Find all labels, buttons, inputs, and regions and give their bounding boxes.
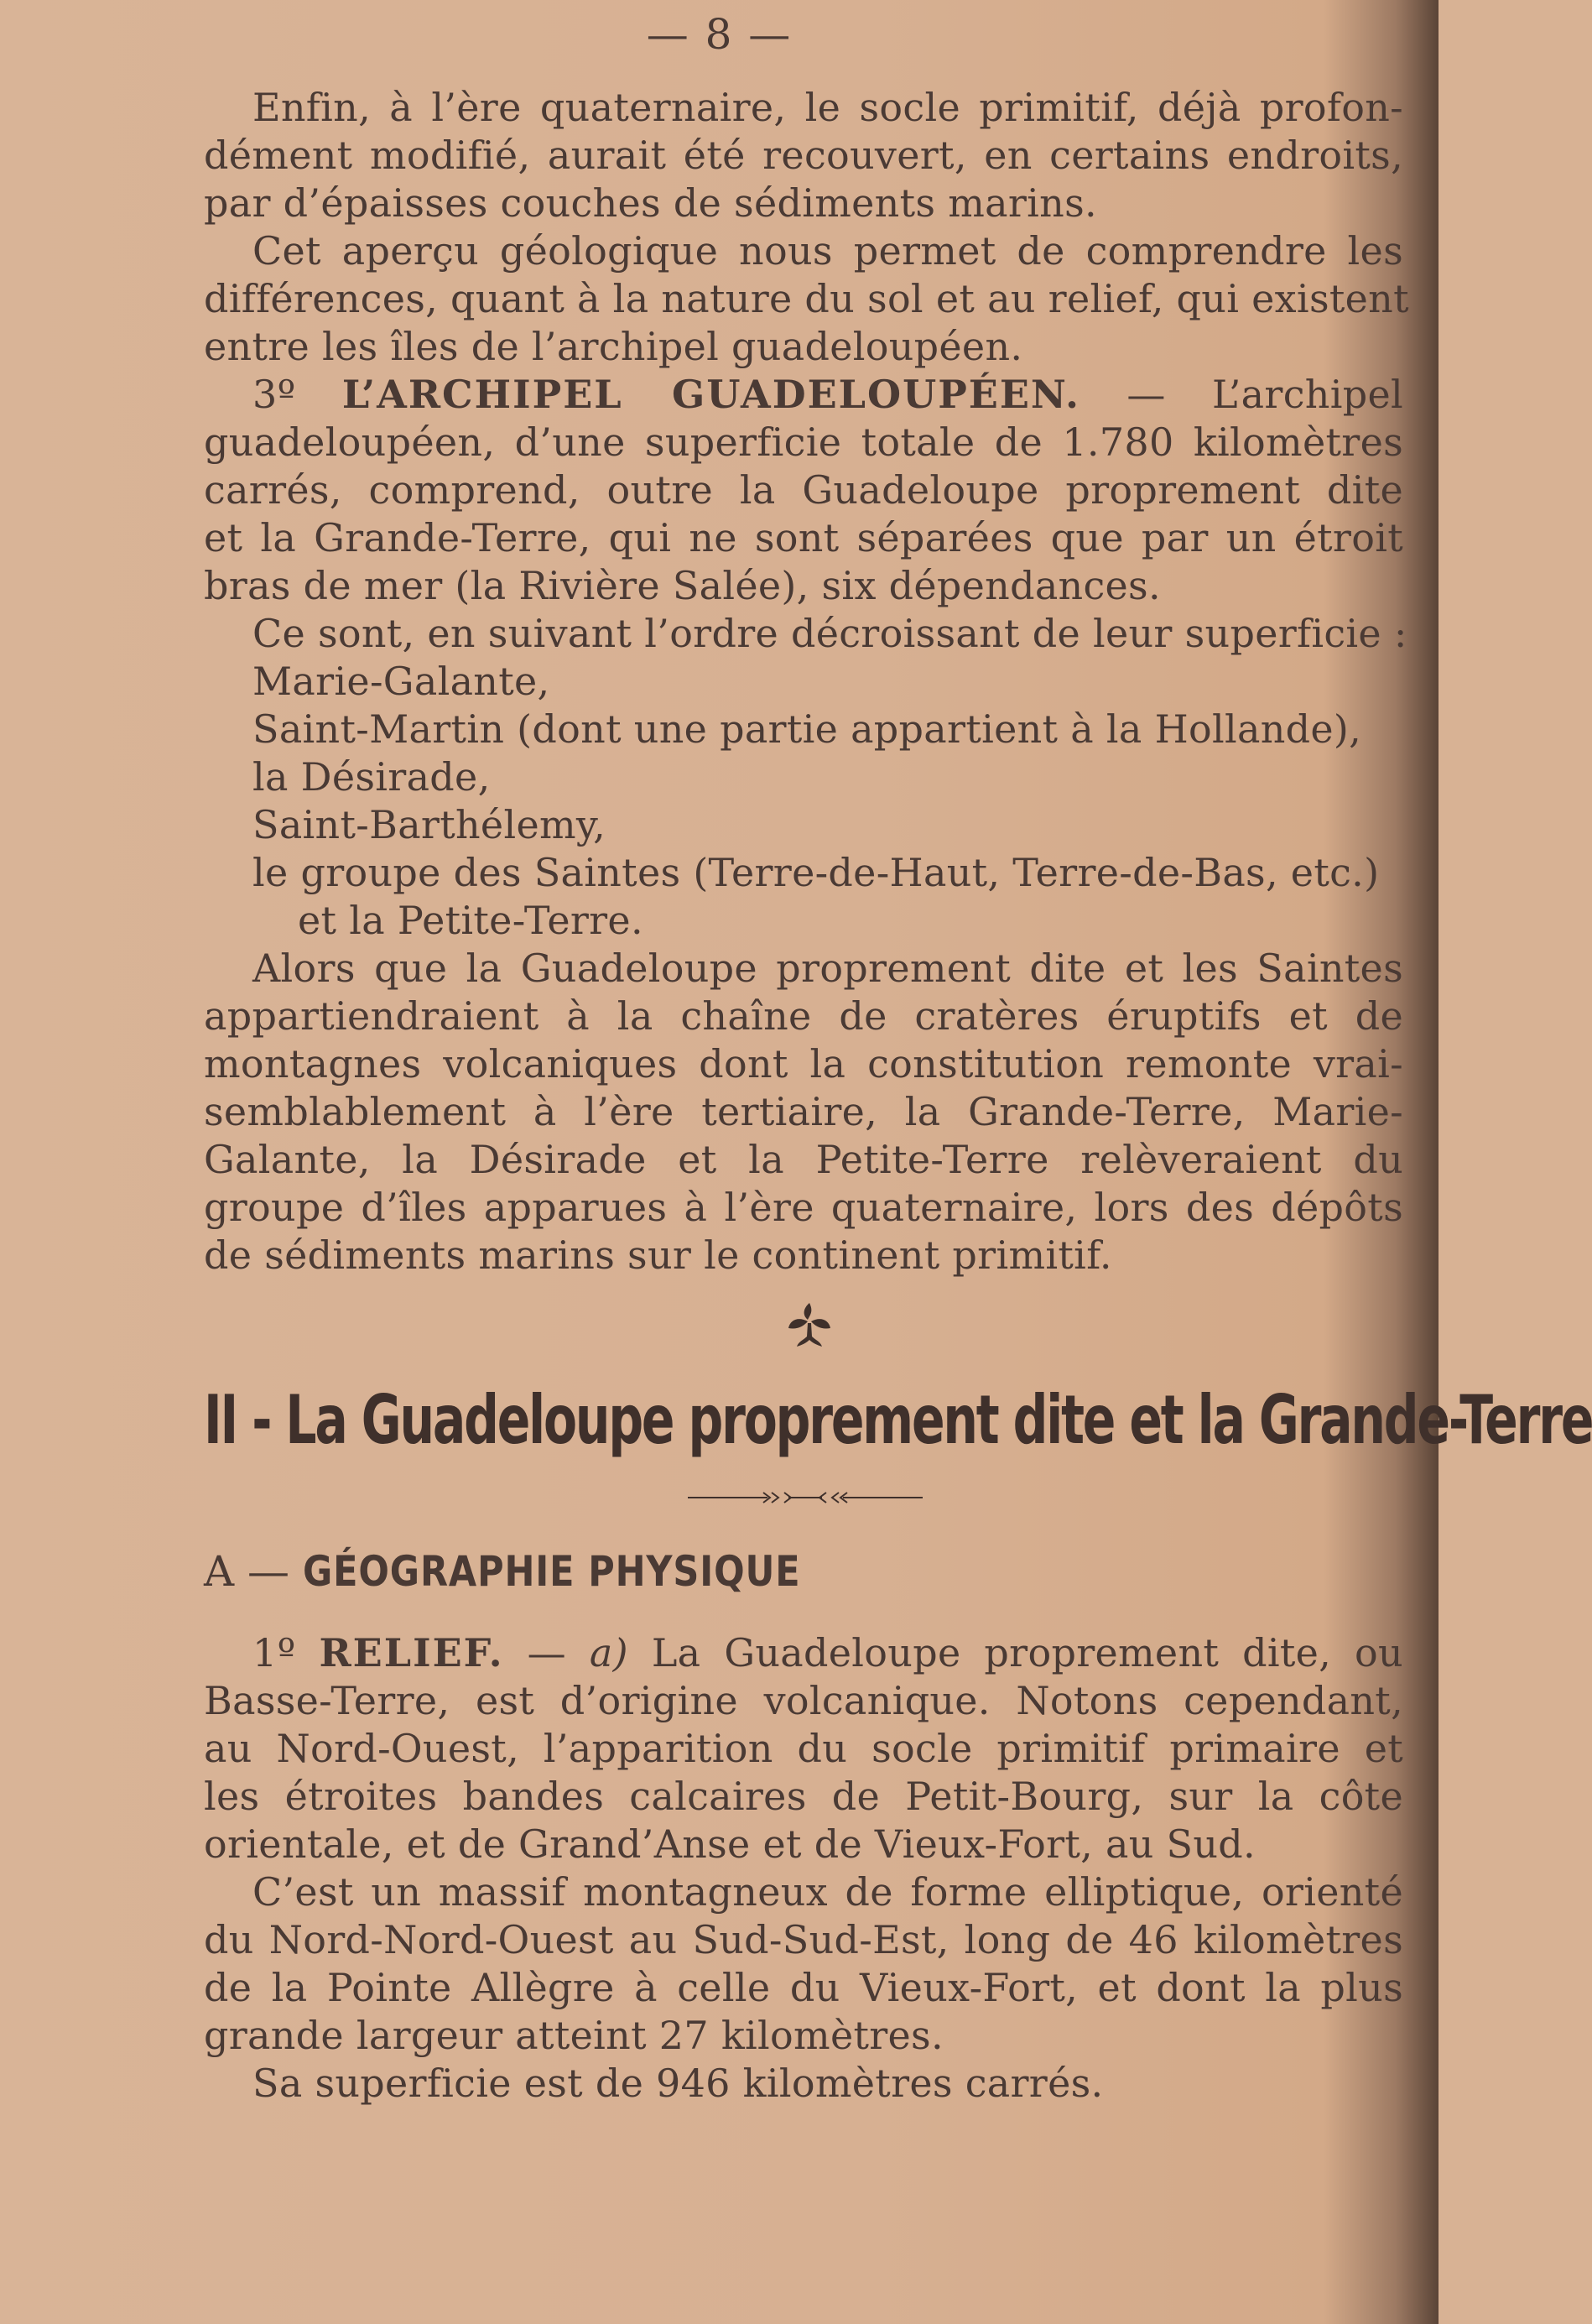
text-line: Cet aperçu géologique nous permet de comprendre les [252,228,1403,274]
text-line: appartiendraient à la chaîne de cratères éruptifs et de [204,993,1403,1039]
relief-heading-line [204,1629,1403,1677]
list-intro: Ce sont, en suivant l’ordre décroissant de leur superficie : [252,611,1407,656]
text-line: guadeloupéen, d’une superficie totale de 1.780 kilomètres [204,419,1403,465]
text-line: semblablement à l’ère tertiaire, la Grande-Terre, Marie- [204,1089,1403,1134]
text-line: grande largeur atteint 27 kilomètres. [204,2013,944,2058]
text-column-bottom [204,1629,1403,2108]
section-number: 3º [252,372,296,417]
archipel-heading: L’ARCHIPEL GUADELOUPÉEN. [341,372,1081,417]
text-line: de la Pointe Allègre à celle du Vieux-Fort, et dont la plus [204,1965,1403,2010]
section-letter: A — [204,1547,290,1596]
text-line: C’est un massif montagneux de forme elliptique, orienté [252,1869,1403,1915]
list-item: et la Petite-Terre. [298,898,643,943]
text-fragment: La Guadeloupe proprement dite, ou [651,1630,1403,1675]
text-line: montagnes volcaniques dont la constitution remonte vrai- [204,1041,1403,1086]
text-line: dément modifié, aurait été recouvert, en certains endroits, [204,133,1403,178]
text-line: Alors que la Guadeloupe proprement dite et les Saintes [252,946,1403,991]
list-item: Saint-Barthélemy, [252,802,606,847]
section-title [204,1542,882,1601]
text-line: différences, quant à la nature du sol et au relief, qui existent [204,276,1409,321]
list-item: Marie-Galante, [252,659,550,704]
list-item: la Désirade, [252,754,491,800]
text-line: carrés, comprend, outre la Guadeloupe proprement dite [204,467,1403,513]
list-item: le groupe des Saintes (Terre-de-Haut, Terre-de-Bas, etc.) [252,850,1380,895]
list-item: Saint-Martin (dont une partie appartient à la Hollande), [252,706,1362,752]
text-line: Sa superficie est de 946 kilomètres carrés. [252,2061,1104,2106]
section-heading: GÉOGRAPHIE PHYSIQUE [302,1547,801,1596]
relief-heading: RELIEF. [319,1630,504,1675]
text-fragment: — [527,1630,566,1675]
text-column-top [204,84,1409,1279]
section-number: 1º [252,1630,296,1675]
text-line: entre les îles de l’archipel guadeloupéen. [204,324,1023,369]
text-line: Galante, la Désirade et la Petite-Terre relèveraient du [204,1137,1403,1182]
text-line: Basse-Terre, est d’origine volcanique. Notons cependant, [204,1678,1403,1723]
part-title: II - La Guadeloupe proprement dite et la Grande-Terre [204,1381,1592,1459]
item-marker: a) [589,1630,628,1675]
divider-ornament-icon [688,1489,923,1506]
page-number: — 8 — [646,10,793,59]
text-line: et la Grande-Terre, qui ne sont séparées que par un étroit [204,515,1403,560]
fleuron-ornament-icon [780,1296,839,1355]
text-line: orientale, et de Grand’Anse et de Vieux-Fort, au Sud. [204,1821,1256,1867]
text-line: du Nord-Nord-Ouest au Sud-Sud-Est, long de 46 kilomètres [204,1917,1403,1962]
text-line: par d’épaisses couches de sédiments marins. [204,180,1097,226]
text-line: les étroites bandes calcaires de Petit-Bourg, sur la côte [204,1774,1403,1819]
text-line: de sédiments marins sur le continent primitif. [204,1232,1112,1278]
text-line: au Nord-Ouest, l’apparition du socle primitif primaire et [204,1726,1403,1771]
archipel-heading-line [204,371,1403,419]
text-line: groupe d’îles apparues à l’ère quaternaire, lors des dépôts [204,1185,1403,1230]
text-line: bras de mer (la Rivière Salée), six dépendances. [204,563,1161,608]
text-fragment: — L’archipel [1126,372,1403,417]
text-line: Enfin, à l’ère quaternaire, le socle primitif, déjà profon- [252,85,1403,130]
